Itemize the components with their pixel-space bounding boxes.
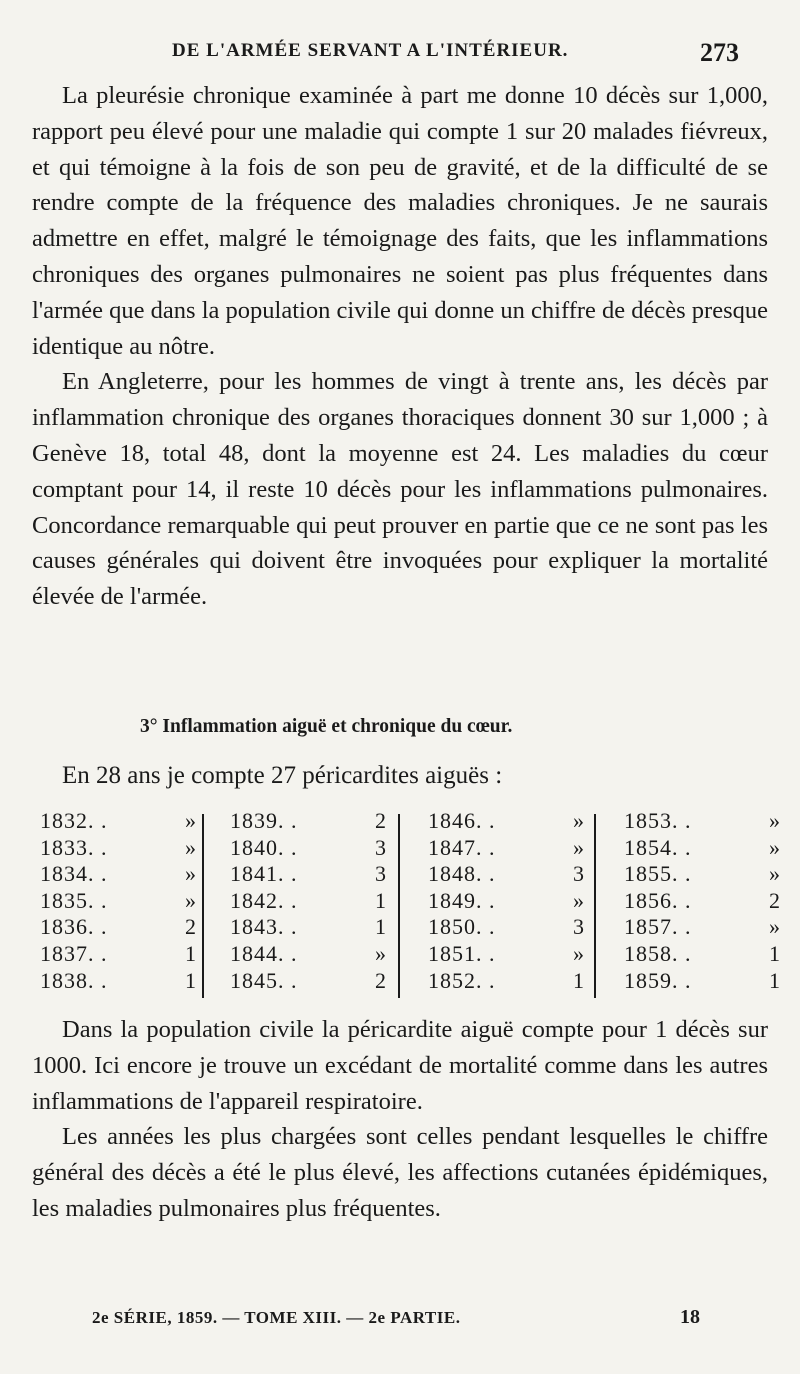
page-number: 273 (700, 38, 739, 67)
body-text (32, 78, 768, 615)
body-text-continued (32, 1012, 768, 1227)
table-row (428, 861, 588, 888)
table-row (230, 861, 390, 888)
table-column (624, 808, 784, 994)
year-cell: 1858. . (624, 940, 692, 966)
count-cell: 3 (573, 861, 584, 887)
table-row (624, 808, 784, 835)
count-cell: » (375, 940, 386, 966)
table-row (40, 861, 200, 888)
year-cell: 1837. . (40, 940, 108, 966)
table-row (624, 861, 784, 888)
count-cell: » (769, 861, 780, 887)
column-divider (594, 814, 596, 998)
page-footer (0, 1308, 800, 1338)
paragraph: La pleurésie chronique examinée à part me donne 10 décès sur 1,000, rapport peu élevé pour une maladie qui compte 1 sur 20 malades fiévreux, et qui témoigne à la fois de son peu de gravité, et de la difficulté de se rendre compte de la fréquence des maladies chroniques. Je ne saurais admettre en effet, malgré le témoignage des faits, que les inflammations chroniques des organes pulmonaires ne soient pas plus fréquentes dans l'armée que dans la population civile qui donne un chiffre de décès presque identique au nôtre. (32, 82, 768, 360)
table-row (40, 914, 200, 941)
count-cell: 2 (375, 967, 386, 993)
deaths-by-year-table (40, 808, 780, 1002)
paragraph: Les années les plus chargées sont celles pendant lesquelles le chiffre général des décès a été le plus élevé, les affections cutanées épidémiques, les maladies pulmonaires plus fréquentes. (32, 1123, 768, 1222)
count-cell: 3 (573, 914, 584, 940)
year-cell: 1832. . (40, 808, 108, 833)
table-row (428, 888, 588, 915)
count-cell: 1 (769, 940, 780, 966)
count-cell: » (185, 887, 196, 913)
count-cell: » (769, 808, 780, 833)
table-row (230, 888, 390, 915)
year-cell: 1834. . (40, 861, 108, 887)
year-cell: 1852. . (428, 967, 496, 993)
count-cell: » (769, 914, 780, 940)
table-row (230, 914, 390, 941)
table-row (428, 808, 588, 835)
year-cell: 1855. . (624, 861, 692, 887)
year-cell: 1836. . (40, 914, 108, 940)
year-cell: 1851. . (428, 940, 496, 966)
table-row (40, 835, 200, 862)
table-row (428, 835, 588, 862)
table-row (624, 835, 784, 862)
series-line: 2e SÉRIE, 1859. — TOME XIII. — 2e PARTIE. (92, 1308, 461, 1327)
year-cell: 1856. . (624, 887, 692, 913)
count-cell: 2 (375, 808, 386, 833)
year-cell: 1849. . (428, 887, 496, 913)
table-column (40, 808, 200, 994)
table-column (428, 808, 588, 994)
year-cell: 1833. . (40, 834, 108, 860)
count-cell: » (573, 940, 584, 966)
table-row (230, 941, 390, 968)
table-row (624, 888, 784, 915)
count-cell: 1 (375, 887, 386, 913)
year-cell: 1847. . (428, 834, 496, 860)
count-cell: » (573, 808, 584, 833)
column-divider (202, 814, 204, 998)
year-cell: 1842. . (230, 887, 298, 913)
year-cell: 1844. . (230, 940, 298, 966)
table-column (230, 808, 390, 994)
column-divider (398, 814, 400, 998)
table-row (40, 968, 200, 995)
paragraph: En Angleterre, pour les hommes de vingt à trente ans, les décès par inflammation chronique des organes thoraciques donnent 30 sur 1,000 ; à Genève 18, total 48, dont la moyenne est 24. Les maladies du cœur comptant pour 14, il reste 10 décès pour les inflammations pulmonaires. Concordance remarquable qui peut prouver en partie que ce ne sont pas les causes générales qui doivent être invoquées pour expliquer la mortalité élevée de l'armée. (32, 368, 768, 611)
year-cell: 1857. . (624, 914, 692, 940)
running-title: DE L'ARMÉE SERVANT A L'INTÉRIEUR. (172, 40, 569, 61)
count-cell: 3 (375, 834, 386, 860)
year-cell: 1854. . (624, 834, 692, 860)
table-row (428, 914, 588, 941)
count-cell: 1 (769, 967, 780, 993)
count-cell: » (573, 834, 584, 860)
table-row (624, 968, 784, 995)
section-heading: 3° Inflammation aiguë et chronique du cœur. (140, 716, 513, 737)
paragraph: Dans la population civile la péricardite aiguë compte pour 1 décès sur 1000. Ici encore je trouve un excédant de mortalité comme dans les autres inflammations de l'appareil respiratoire. (32, 1016, 768, 1115)
year-cell: 1843. . (230, 914, 298, 940)
table-row (40, 808, 200, 835)
table-row (40, 941, 200, 968)
table-row (230, 835, 390, 862)
count-cell: » (573, 887, 584, 913)
signature-mark: 18 (680, 1306, 700, 1328)
count-cell: 1 (185, 967, 196, 993)
count-cell: 1 (375, 914, 386, 940)
table-row (624, 941, 784, 968)
year-cell: 1859. . (624, 967, 692, 993)
year-cell: 1848. . (428, 861, 496, 887)
table-row (40, 888, 200, 915)
page-header (0, 36, 800, 76)
table-row (624, 914, 784, 941)
table-row (428, 968, 588, 995)
year-cell: 1853. . (624, 808, 692, 833)
year-cell: 1838. . (40, 967, 108, 993)
year-cell: 1839. . (230, 808, 298, 833)
year-cell: 1846. . (428, 808, 496, 833)
count-cell: 3 (375, 861, 386, 887)
table-row (428, 941, 588, 968)
count-cell: » (185, 834, 196, 860)
year-cell: 1845. . (230, 967, 298, 993)
count-cell: 2 (769, 887, 780, 913)
count-cell: 1 (185, 940, 196, 966)
table-row (230, 968, 390, 995)
count-cell: 2 (185, 914, 196, 940)
table-row (230, 808, 390, 835)
count-cell: 1 (573, 967, 584, 993)
count-cell: » (185, 808, 196, 833)
year-cell: 1840. . (230, 834, 298, 860)
year-cell: 1841. . (230, 861, 298, 887)
count-cell: » (185, 861, 196, 887)
year-cell: 1850. . (428, 914, 496, 940)
count-cell: » (769, 834, 780, 860)
year-cell: 1835. . (40, 887, 108, 913)
table-intro: En 28 ans je compte 27 péricardites aiguës : (62, 762, 503, 789)
